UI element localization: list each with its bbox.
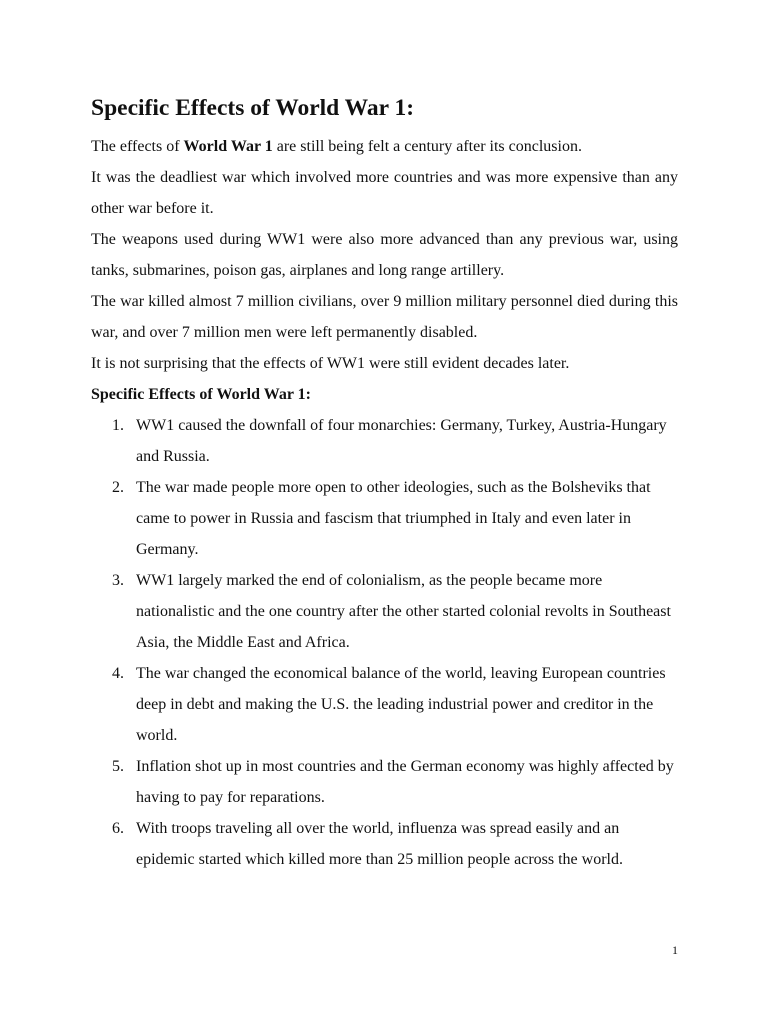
list-item [91, 565, 678, 658]
list-item-text: The war changed the economical balance of the world, leaving European countries deep in debt and making the U.S. the leading industrial power and creditor in the world. [136, 665, 666, 744]
intro-paragraph-5: It is not surprising that the effects of WW1 were still evident decades later. [91, 355, 570, 372]
list-item-number: 6. [112, 820, 124, 837]
list-item-text: The war made people more open to other ideologies, such as the Bolsheviks that came to power in Russia and fascism that triumphed in Italy and even later in Germany. [136, 479, 651, 558]
list-item [91, 472, 678, 565]
list-item-text: With troops traveling all over the world, influenza was spread easily and an epidemic started which killed more than 25 million people across the world. [136, 820, 623, 868]
list-item-number: 3. [112, 572, 124, 589]
intro-p1-before: The effects of [91, 138, 184, 155]
list-item-number: 1. [112, 417, 124, 434]
list-item [91, 658, 678, 751]
intro-paragraph-4: The war killed almost 7 million civilians, over 9 million military personnel died during this war, and over 7 million men were left permanently disabled. [91, 293, 678, 341]
effects-list [91, 410, 678, 875]
page-number: 1 [672, 943, 678, 957]
effects-subheading: Specific Effects of World War 1: [91, 386, 311, 403]
list-item-number: 5. [112, 758, 124, 775]
intro-p1-bold: World War 1 [183, 138, 273, 155]
document-title: Specific Effects of World War 1: [91, 95, 415, 121]
intro-paragraph-2: It was the deadliest war which involved more countries and was more expensive than any other war before it. [91, 169, 678, 217]
document-body [91, 131, 678, 875]
list-item [91, 410, 678, 472]
list-item-number: 2. [112, 479, 124, 496]
list-item-text: WW1 caused the downfall of four monarchies: Germany, Turkey, Austria-Hungary and Russia. [136, 417, 667, 465]
list-item [91, 751, 678, 813]
list-item-text: Inflation shot up in most countries and the German economy was highly affected by having to pay for reparations. [136, 758, 674, 806]
intro-paragraph-1 [91, 131, 678, 162]
intro-p1-after: are still being felt a century after its conclusion. [272, 138, 582, 155]
list-item-text: WW1 largely marked the end of colonialism, as the people became more nationalistic and the one country after the other started colonial revolts in Southeast Asia, the Middle East and Africa. [136, 572, 671, 651]
intro-paragraph-3: The weapons used during WW1 were also more advanced than any previous war, using tanks, submarines, poison gas, airplanes and long range artillery. [91, 231, 678, 279]
list-item [91, 813, 678, 875]
list-item-number: 4. [112, 665, 124, 682]
